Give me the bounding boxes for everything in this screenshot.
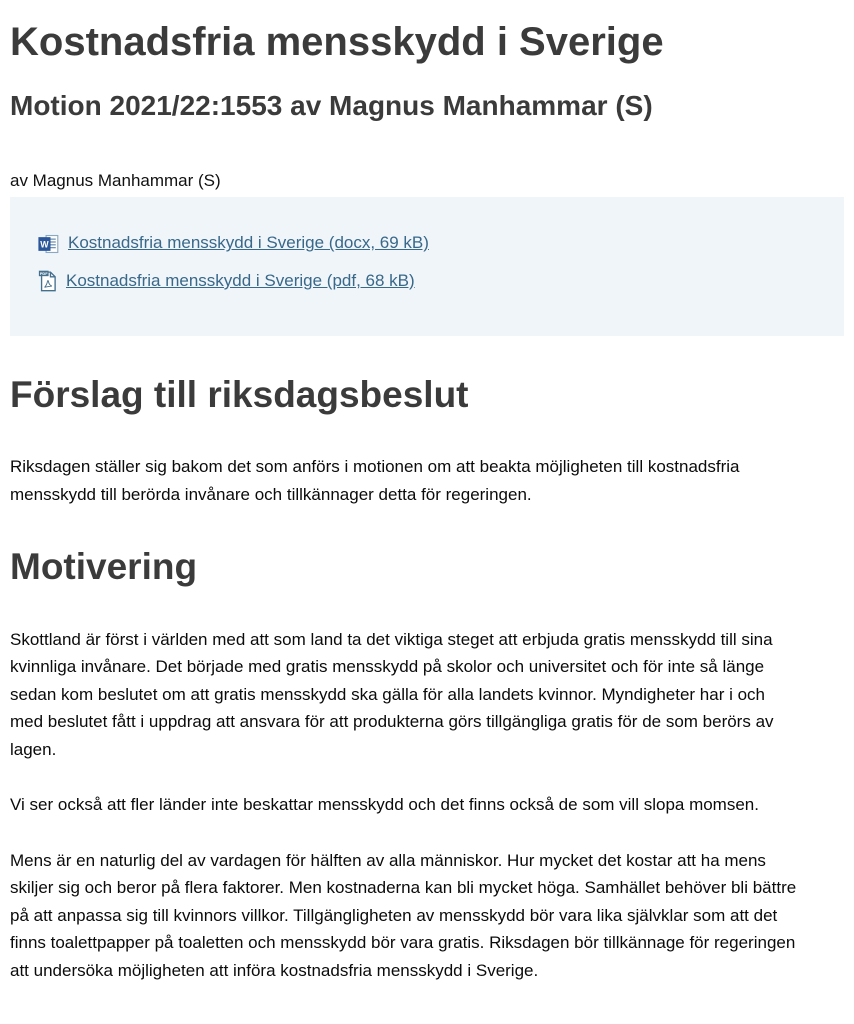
section-heading-forslag: Förslag till riksdagsbeslut	[10, 373, 469, 415]
svg-text:W: W	[40, 239, 49, 250]
motivering-paragraph-2: Vi ser också att fler länder inte beskattar mensskydd och det finns också de som vill slopa momsen.	[10, 795, 759, 815]
section-motivering	[10, 546, 844, 984]
word-file-icon	[38, 234, 59, 254]
download-item-docx	[38, 231, 816, 256]
page-title: Kostnadsfria mensskydd i Sverige	[10, 20, 664, 64]
section-heading-motivering: Motivering	[10, 546, 198, 588]
pdf-download-link[interactable]: Kostnadsfria mensskydd i Sverige (pdf, 68 kB)	[66, 271, 415, 291]
download-list	[38, 231, 816, 293]
motivering-paragraph-3: Mens är en naturlig del av vardagen för hälften av alla människor. Hur mycket det kostar att ha mens skiljer sig och beror på flera faktorer. Men kostnaderna kan bli mycket höga. Samhället behöver bli bättre på att anpassa sig till kvinnors villkor. Tillgängligheten av mensskydd bör vara lika självklar som att det finns toalettpapper på toaletten och mensskydd bör vara gratis. Riksdagen bör tillkännage för regeringen att undersöka möjligheten att införa kostnadsfria mensskydd i Sverige.	[10, 850, 797, 980]
forslag-paragraph: Riksdagen ställer sig bakom det som anförs i motionen om att beakta möjligheten till kostnadsfria mensskydd till berörda invånare och tillkännager detta för regeringen.	[10, 457, 740, 504]
page-subtitle: Motion 2021/22:1553 av Magnus Manhammar (S)	[10, 89, 653, 121]
author-line: av Magnus Manhammar (S)	[10, 170, 221, 190]
download-item-pdf	[38, 269, 816, 294]
download-box	[10, 197, 844, 335]
pdf-file-icon	[38, 270, 57, 292]
svg-text:PDF: PDF	[39, 271, 48, 277]
motivering-paragraph-1: Skottland är först i världen med att som land ta det viktiga steget att erbjuda gratis mensskydd till sina kvinnliga invånare. Det började med gratis mensskydd på skolor och universitet och för inte så länge sedan kom beslutet om att gratis mensskydd ska gälla för alla landets kvinnor. Myndigheter har i och med beslutet fått i uppdrag att ansvara för att produkterna görs tillgängliga gratis för de som berörs av lagen.	[10, 629, 774, 759]
docx-download-link[interactable]: Kostnadsfria mensskydd i Sverige (docx, 69 kB)	[68, 233, 429, 253]
section-forslag	[10, 374, 844, 509]
